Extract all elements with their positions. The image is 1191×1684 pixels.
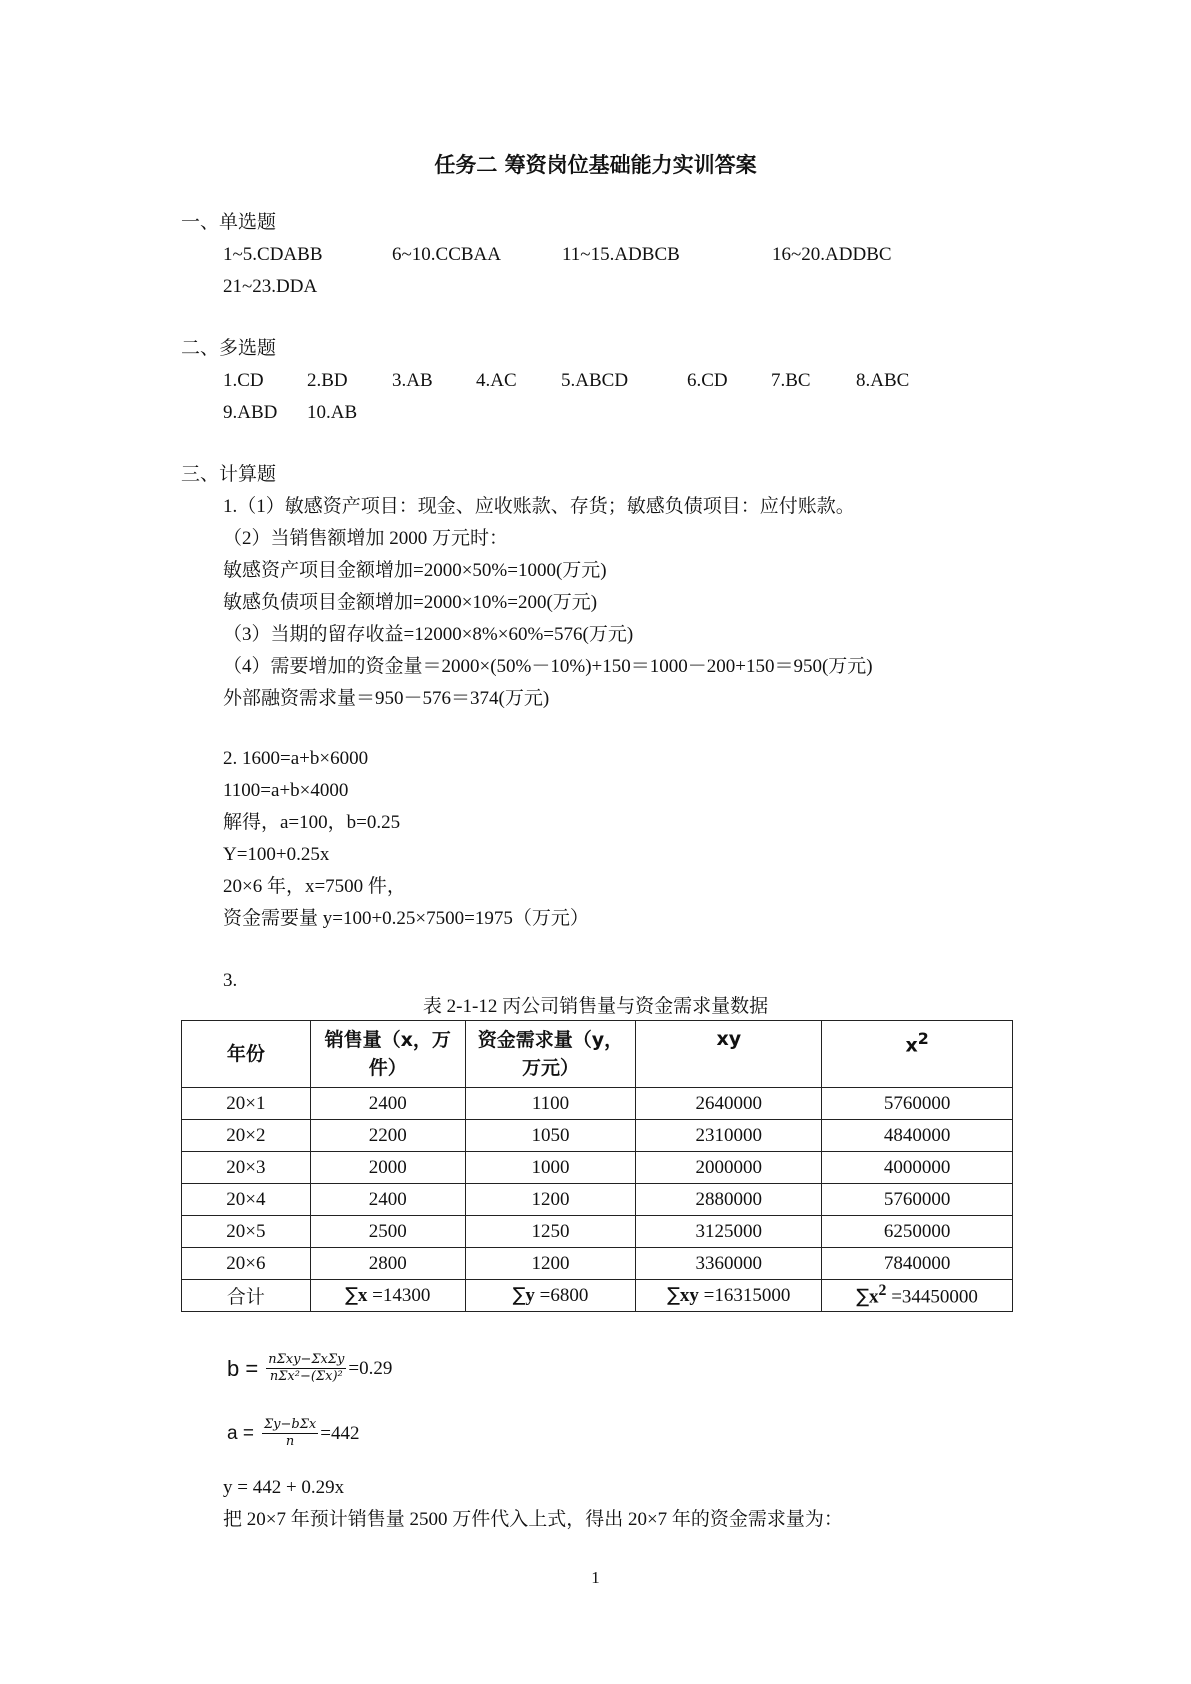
section-heading-multiple-choice: 二、多选题 — [181, 338, 277, 359]
cell-x-squared: 5760000 — [822, 1088, 1013, 1120]
cell-total-x: ∑x =14300 — [310, 1280, 465, 1312]
cell-fund: 1050 — [465, 1120, 636, 1152]
q1-line: 1.（1）敏感资产项目：现金、应收账款、存货；敏感负债项目：应付账款。 — [223, 496, 855, 517]
formula-a — [227, 1417, 359, 1450]
answer-item: 3.AB — [392, 370, 433, 391]
formula-a-result: =442 — [320, 1422, 360, 1444]
table-header-row — [182, 1021, 1013, 1088]
answer-item: 6.CD — [687, 370, 728, 391]
regression-equation: y = 442 + 0.29x — [223, 1477, 345, 1498]
column-header-fund-demand: 资金需求量（y， 万元） — [465, 1021, 636, 1088]
cell-fund: 1000 — [465, 1152, 636, 1184]
cell-year: 20×5 — [182, 1216, 311, 1248]
formula-b-result: =0.29 — [348, 1357, 393, 1379]
q2-line: 2. 1600=a+b×6000 — [223, 748, 369, 769]
cell-year: 20×4 — [182, 1184, 311, 1216]
formula-a-fraction — [262, 1417, 318, 1450]
q1-line: （3）当期的留存收益=12000×8%×60%=576(万元) — [223, 624, 634, 645]
table-row — [182, 1152, 1013, 1184]
cell-xy: 2880000 — [636, 1184, 822, 1216]
column-header-sales: 销售量（x，万 件） — [310, 1021, 465, 1088]
cell-sales: 2400 — [310, 1088, 465, 1120]
formula-a-denominator: n — [285, 1434, 295, 1449]
cell-total-xy: ∑xy =16315000 — [636, 1280, 822, 1312]
formula-b — [227, 1352, 392, 1385]
cell-total-label: 合计 — [182, 1280, 311, 1312]
cell-fund: 1200 — [465, 1184, 636, 1216]
answer-item: 4.AC — [476, 370, 517, 391]
table-row — [182, 1088, 1013, 1120]
q3-label: 3. — [223, 970, 238, 991]
cell-fund: 1200 — [465, 1248, 636, 1280]
table-row — [182, 1248, 1013, 1280]
answer-group: 11~15.ADBCB — [562, 244, 680, 265]
q2-line: 1100=a+b×4000 — [223, 780, 349, 801]
document-title: 任务二 筹资岗位基础能力实训答案 — [434, 153, 757, 177]
q1-line: （2）当销售额增加 2000 万元时： — [223, 528, 509, 549]
q1-line: （4）需要增加的资金量＝2000×(50%－10%)+150＝1000－200+150＝950(万元) — [223, 656, 873, 677]
formula-b-lhs: b = — [227, 1355, 259, 1381]
answer-item: 8.ABC — [856, 370, 910, 391]
cell-x-squared: 4000000 — [822, 1152, 1013, 1184]
answer-group: 1~5.CDABB — [223, 244, 323, 265]
cell-x-squared: 5760000 — [822, 1184, 1013, 1216]
q1-line: 敏感资产项目金额增加=2000×50%=1000(万元) — [223, 560, 607, 581]
q2-line: 20×6 年，x=7500 件， — [223, 876, 406, 897]
cell-sales: 2200 — [310, 1120, 465, 1152]
q1-line: 外部融资需求量＝950－576＝374(万元) — [223, 688, 550, 709]
cell-xy: 2310000 — [636, 1120, 822, 1152]
formula-a-lhs: a = — [227, 1422, 254, 1444]
table-total-row — [182, 1280, 1013, 1312]
formula-b-fraction — [266, 1352, 346, 1385]
section-heading-calculation: 三、计算题 — [181, 464, 277, 485]
cell-year: 20×3 — [182, 1152, 311, 1184]
column-header-year: 年份 — [182, 1021, 311, 1088]
cell-x-squared: 7840000 — [822, 1248, 1013, 1280]
cell-xy: 2000000 — [636, 1152, 822, 1184]
answer-item: 9.ABD — [223, 402, 278, 423]
data-table — [181, 1020, 1013, 1312]
q2-line: 解得，a=100，b=0.25 — [223, 812, 401, 833]
answer-item: 7.BC — [771, 370, 811, 391]
cell-fund: 1250 — [465, 1216, 636, 1248]
cell-fund: 1100 — [465, 1088, 636, 1120]
q2-line: Y=100+0.25x — [223, 844, 330, 865]
answer-item: 1.CD — [223, 370, 264, 391]
table-caption: 表 2-1-12 丙公司销售量与资金需求量数据 — [422, 996, 769, 1017]
table-row — [182, 1216, 1013, 1248]
q1-line: 敏感负债项目金额增加=2000×10%=200(万元) — [223, 592, 598, 613]
answer-item: 10.AB — [307, 402, 358, 423]
answer-item: 2.BD — [307, 370, 348, 391]
answer-group: 6~10.CCBAA — [392, 244, 501, 265]
answer-item: 5.ABCD — [561, 370, 629, 391]
cell-year: 20×2 — [182, 1120, 311, 1152]
formula-b-denominator: nΣx²−(Σx)² — [269, 1369, 343, 1384]
cell-sales: 2400 — [310, 1184, 465, 1216]
column-header-xy: xy — [636, 1021, 822, 1088]
answer-group: 21~23.DDA — [223, 276, 318, 297]
cell-xy: 3125000 — [636, 1216, 822, 1248]
formula-b-numerator: nΣxy−ΣxΣy — [268, 1352, 345, 1367]
q2-line: 资金需要量 y=100+0.25×7500=1975（万元） — [223, 908, 589, 929]
cell-total-x-squared: $\sum x^2 =34450000$ — [822, 1280, 1013, 1312]
conclusion-line: 把 20×7 年预计销售量 2500 万件代入上式，得出 20×7 年的资金需求量为： — [223, 1509, 843, 1530]
cell-year: 20×6 — [182, 1248, 311, 1280]
cell-sales: 2000 — [310, 1152, 465, 1184]
cell-year: 20×1 — [182, 1088, 311, 1120]
page-number: 1 — [591, 1568, 600, 1587]
section-heading-single-choice: 一、单选题 — [181, 212, 277, 233]
column-header-x-squared: $x^2$ — [822, 1021, 1013, 1088]
cell-xy: 2640000 — [636, 1088, 822, 1120]
cell-sales: 2800 — [310, 1248, 465, 1280]
cell-xy: 3360000 — [636, 1248, 822, 1280]
cell-x-squared: 6250000 — [822, 1216, 1013, 1248]
formula-a-numerator: Σy−bΣx — [263, 1417, 317, 1432]
cell-sales: 2500 — [310, 1216, 465, 1248]
answer-group: 16~20.ADDBC — [772, 244, 892, 265]
cell-x-squared: 4840000 — [822, 1120, 1013, 1152]
table-row — [182, 1120, 1013, 1152]
cell-total-y: ∑y =6800 — [465, 1280, 636, 1312]
table-row — [182, 1184, 1013, 1216]
